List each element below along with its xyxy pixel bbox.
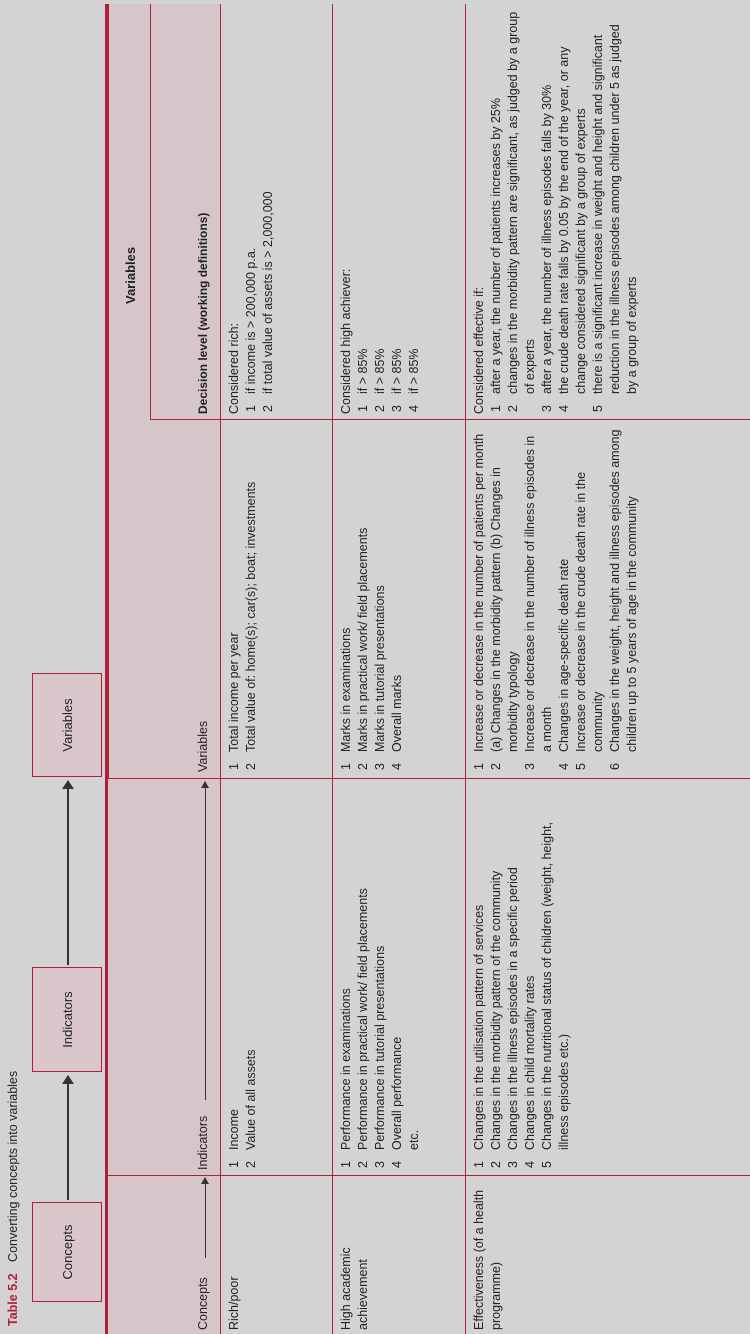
list-item [522, 784, 539, 1170]
list-item [406, 9, 423, 414]
item-number: 4 [390, 763, 404, 770]
item-text: Total value of: home(s); car(s); boat; investments [244, 481, 258, 752]
item-text: Performance in practical work/ field placements [356, 888, 370, 1150]
list-item [389, 426, 406, 772]
table-caption [6, 1071, 20, 1326]
row-3-concept: Effectiveness (of a health programme) [472, 1189, 503, 1330]
item-text: Overall marks [390, 674, 404, 752]
row-1-variables [226, 426, 260, 772]
flow-concepts-label: Concepts [59, 1224, 75, 1280]
item-text: if income is > 200,000 p.a. [244, 247, 258, 394]
item-number: 3 [540, 405, 554, 412]
header-indicators: Indicators [196, 1115, 210, 1170]
item-number: 1 [339, 763, 353, 770]
item-text: Changes in the illness episodes in a specific period [506, 867, 520, 1150]
item-number: 5 [591, 405, 605, 412]
item-text: Changes in the utilisation pattern of services [472, 904, 486, 1150]
header-bottom-rule [220, 4, 221, 1334]
list-item [355, 782, 372, 1170]
header-variables: Variables [196, 720, 210, 772]
item-text: Marks in examinations [339, 627, 353, 752]
list-item [505, 784, 522, 1170]
item-number: 1 [472, 763, 486, 770]
col-divider-1 [105, 1175, 750, 1176]
item-text: if > 85% [407, 348, 421, 394]
decision-intro: Considered rich: [227, 322, 241, 414]
item-number: 6 [608, 763, 622, 770]
variables-group-rule [150, 4, 151, 420]
row-3-decision [471, 9, 641, 414]
list-item [539, 9, 556, 414]
list-item [372, 782, 389, 1170]
item-text: if > 85% [356, 348, 370, 394]
item-number: 4 [523, 1161, 537, 1168]
list-item [355, 426, 372, 772]
item-number: 2 [489, 1161, 503, 1168]
item-text: there is a significant increase in weight and height and significant reduction in the illness episodes among children under 5 as judged by a group of experts [591, 24, 639, 394]
flow-indicators-label: Indicators [59, 991, 75, 1048]
item-number: 4 [557, 405, 571, 412]
item-text: (a) Changes in the morbidity pattern (b) Changes in morbidity typology [489, 467, 520, 752]
item-number: 3 [523, 763, 537, 770]
item-number: 3 [373, 763, 387, 770]
list-item [389, 9, 406, 414]
list-item [372, 9, 389, 414]
item-number: 4 [407, 405, 421, 412]
item-number: 3 [506, 1161, 520, 1168]
list-item [372, 426, 389, 772]
item-text: Changes in age-specific death rate [557, 558, 571, 752]
item-number: 4 [557, 763, 571, 770]
item-text: Overall performance [390, 1036, 404, 1150]
concepts-table [105, 4, 750, 1334]
list-item [355, 9, 372, 414]
list-item [590, 9, 641, 414]
header-concepts: Concepts [196, 1277, 210, 1330]
item-number: 1 [489, 405, 503, 412]
item-number: 2 [261, 405, 275, 412]
flow-concepts-box [32, 1202, 102, 1302]
item-number: 1 [472, 1161, 486, 1168]
row-2-decision [338, 9, 423, 414]
item-text: Changes in the morbidity pattern of the community [489, 870, 503, 1150]
row-1-indicators [226, 784, 260, 1170]
item-text: Changes in the nutritional status of children (weight, height, illness episodes etc.) [540, 822, 571, 1150]
table-number: Table 5.2 [6, 1273, 20, 1326]
item-text: Value of all assets [244, 1049, 258, 1150]
list-item [488, 9, 505, 414]
item-text: Changes in the weight, height and illness episodes among children up to 5 years of age in the community [608, 429, 639, 752]
row-2-concept: High academic achievement [339, 1247, 370, 1330]
list-item [573, 426, 607, 772]
list-item [226, 784, 243, 1170]
flow-arrow-2 [67, 781, 69, 965]
decision-intro: Considered effective if: [472, 287, 486, 414]
list-item [471, 426, 488, 772]
item-text: changes in the morbidity pattern are significant, as judged by a group of experts [506, 11, 537, 394]
col-divider-3 [150, 419, 750, 420]
list-item [226, 426, 243, 772]
item-text: Increase or decrease in the crude death rate in the community [574, 471, 605, 752]
item-text: Income [227, 1109, 241, 1150]
item-text: Changes in child mortality rates [523, 975, 537, 1150]
item-number: 1 [227, 1161, 241, 1168]
item-number: 3 [373, 1161, 387, 1168]
item-number: 1 [244, 405, 258, 412]
item-text: if > 85% [373, 348, 387, 394]
list-item [488, 426, 522, 772]
row-2-indicators [338, 782, 423, 1170]
item-number: 4 [390, 1161, 404, 1168]
flow-variables-box [32, 673, 102, 777]
item-number: 3 [390, 405, 404, 412]
list-item [243, 9, 260, 414]
item-number: 5 [574, 763, 588, 770]
item-text: Performance in tutorial presentations [373, 945, 387, 1150]
row-3-indicators [471, 784, 573, 1170]
list-item [243, 784, 260, 1170]
item-number: 2 [489, 763, 503, 770]
list-item [539, 784, 573, 1170]
list-item [389, 782, 406, 1170]
flow-arrow-1 [67, 1076, 69, 1200]
row-3-variables [471, 426, 641, 772]
list-item [505, 9, 539, 414]
header-arrow-1 [205, 1178, 206, 1258]
row-1-bottom-rule [332, 4, 333, 1334]
item-number: 2 [244, 763, 258, 770]
flow-variables-label: Variables [59, 698, 75, 752]
item-text: Marks in tutorial presentations [373, 585, 387, 752]
item-number: 1 [227, 763, 241, 770]
item-text: Increase or decrease in the number of illness episodes in a month [523, 435, 554, 752]
item-text: the crude death rate falls by 0.05 by the end of the year, or any change considered significant by a group of experts [557, 46, 588, 394]
item-number: 2 [506, 405, 520, 412]
list-item [522, 426, 556, 772]
item-number: 2 [244, 1161, 258, 1168]
item-text: Performance in examinations [339, 988, 353, 1150]
list-item [243, 426, 260, 772]
item-number: 1 [339, 1161, 353, 1168]
item-number: 2 [373, 405, 387, 412]
item-number: 5 [540, 1161, 554, 1168]
list-item [338, 426, 355, 772]
col-divider-2 [105, 778, 750, 779]
row-2-bottom-rule [465, 4, 466, 1334]
item-text: if total value of assets is > 2,000,000 [261, 191, 275, 394]
header-arrow-2 [205, 782, 206, 1100]
row-1-decision [226, 9, 277, 414]
list-item [556, 9, 590, 414]
item-text: if > 85% [390, 348, 404, 394]
item-number: 2 [356, 1161, 370, 1168]
item-number: 1 [356, 405, 370, 412]
list-item [471, 784, 488, 1170]
flow-indicators-box [32, 967, 102, 1072]
item-text: Marks in practical work/ field placements [356, 527, 370, 752]
item-text: Increase or decrease in the number of patients per month [472, 433, 486, 752]
item-text: Total income per year [227, 632, 241, 752]
decision-intro: Considered high achiever: [339, 268, 353, 414]
item-text: after a year, the number of illness episodes falls by 30% [540, 84, 554, 394]
list-item [556, 426, 573, 772]
variables-top-rule [108, 4, 109, 779]
list-item [488, 784, 505, 1170]
list-item [607, 426, 641, 772]
header-decision: Decision level (working definitions) [196, 212, 210, 414]
header-variables-group: Variables [123, 246, 138, 304]
row-2-variables [338, 426, 406, 772]
list-item [338, 782, 355, 1170]
table-title: Converting concepts into variables [6, 1070, 20, 1262]
list-item [260, 9, 277, 414]
row-1-concept: Rich/poor [227, 1276, 241, 1330]
item-number: 2 [356, 763, 370, 770]
item-text: after a year, the number of patients increases by 25% [489, 97, 503, 394]
indicators-etc: etc. [407, 1129, 421, 1150]
